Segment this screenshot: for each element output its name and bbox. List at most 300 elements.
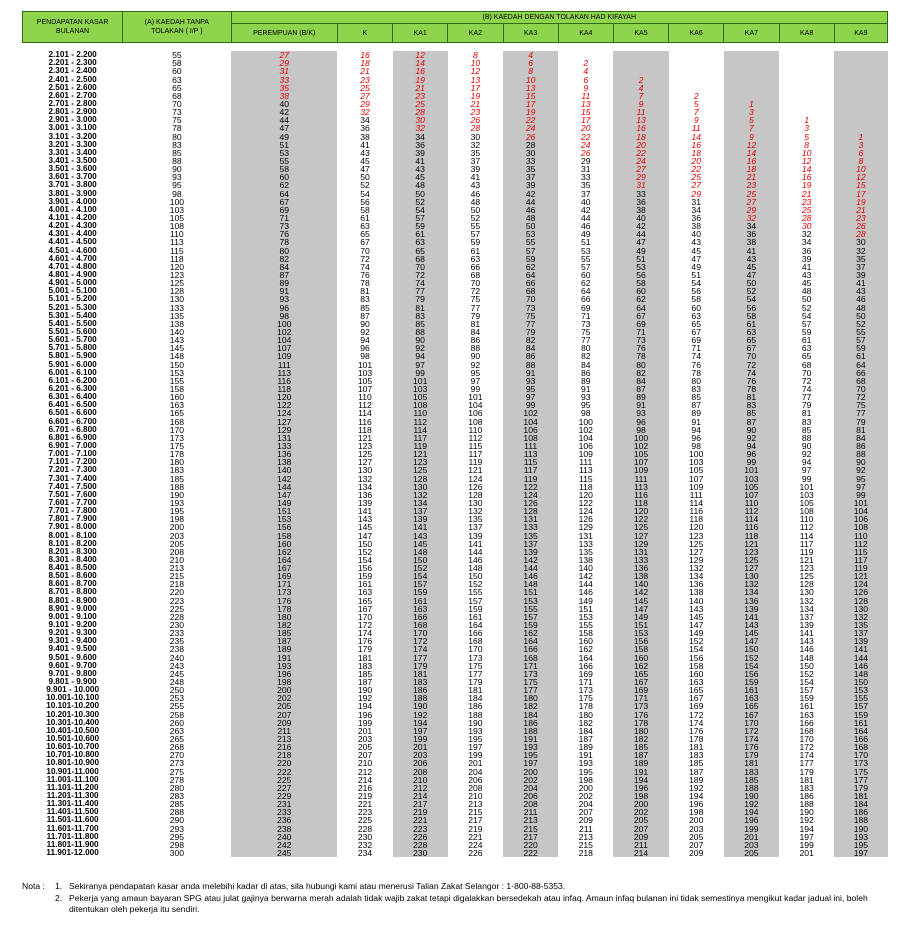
method-b-cell: 215 <box>503 825 558 833</box>
method-b-cell: 182 <box>503 702 558 710</box>
method-b-cell: 96 <box>724 450 779 458</box>
method-b-cell: 178 <box>689 734 704 744</box>
method-b-cell: 77 <box>393 287 448 295</box>
method-b-cell: 178 <box>578 702 593 711</box>
method-b-cell: 187 <box>357 677 373 687</box>
method-b-cell: 99 <box>503 401 558 409</box>
method-b-cell: 70 <box>360 246 370 255</box>
method-b-cell: 1 <box>834 133 887 141</box>
method-b-cell: 126 <box>578 515 593 524</box>
method-b-cell: 43 <box>691 238 701 247</box>
method-a-cell: 155 <box>169 376 185 385</box>
method-b-cell: 193 <box>503 743 558 751</box>
method-b-cell: 55 <box>834 328 887 336</box>
method-b-cell: 62 <box>613 295 668 303</box>
method-b-cell: 221 <box>468 832 483 841</box>
method-b-cell: 64 <box>231 190 337 198</box>
table-row <box>23 564 888 572</box>
table-row <box>23 841 888 849</box>
method-b-cell: 5 <box>724 116 779 124</box>
method-b-cell: 231 <box>231 800 337 808</box>
method-b-cell: 47 <box>231 124 337 132</box>
method-b-cell: 152 <box>689 637 704 646</box>
method-b-cell: 49 <box>581 230 591 239</box>
method-b-cell: 100 <box>231 320 337 328</box>
method-b-cell: 146 <box>799 645 814 654</box>
income-range-cell: 10.201-10.300 <box>46 710 99 719</box>
method-b-cell: 152 <box>393 564 448 572</box>
method-b-cell: 54 <box>724 295 779 303</box>
method-b-cell: 199 <box>799 840 814 849</box>
method-b-cell: 169 <box>613 686 668 694</box>
method-b-cell: 35 <box>231 84 337 92</box>
method-b-cell: 63 <box>393 238 448 246</box>
method-b-cell: 127 <box>357 458 373 467</box>
method-b-cell: 91 <box>231 287 337 295</box>
method-b-cell: 193 <box>834 833 887 841</box>
method-b-cell: 19 <box>470 91 481 100</box>
method-b-cell: 78 <box>613 352 668 360</box>
method-a-cell: 205 <box>169 539 185 548</box>
method-b-cell: 3 <box>834 141 887 149</box>
method-b-cell: 67 <box>360 238 370 247</box>
method-b-cell: 150 <box>393 556 448 564</box>
method-b-cell: 117 <box>468 450 483 459</box>
method-b-cell: 163 <box>799 710 814 719</box>
method-b-cell <box>669 76 724 84</box>
income-range-cell: 11.001-11.100 <box>46 775 99 784</box>
method-b-cell: 128 <box>834 597 887 605</box>
method-b-cell: 28 <box>503 141 558 149</box>
method-b-cell: 163 <box>689 677 704 687</box>
method-a-cell: 290 <box>169 816 185 825</box>
method-b-cell: 210 <box>468 791 483 801</box>
method-b-cell <box>834 76 887 84</box>
table-row <box>23 51 888 59</box>
method-a-cell: 110 <box>170 230 184 239</box>
method-a-cell: 273 <box>169 759 185 768</box>
method-b-cell: 97 <box>801 466 812 475</box>
income-range-cell: 11.801-11.900 <box>46 840 99 849</box>
income-range-cell: 9.601 - 9.700 <box>48 661 97 670</box>
method-b-cell: 11 <box>613 108 668 116</box>
income-range-cell: 9.001 - 9.100 <box>48 612 97 621</box>
method-b-cell: 201 <box>393 743 448 751</box>
method-b-cell: 52 <box>360 181 370 190</box>
method-b-cell: 212 <box>357 767 373 776</box>
method-b-cell: 199 <box>393 735 448 743</box>
method-b-cell: 187 <box>689 767 704 776</box>
method-b-cell: 203 <box>689 824 704 833</box>
method-b-cell: 119 <box>834 564 887 572</box>
method-b-cell: 102 <box>613 442 668 450</box>
method-b-cell: 179 <box>834 784 887 792</box>
method-b-cell: 37 <box>581 189 591 198</box>
method-b-cell: 12 <box>393 51 448 59</box>
method-b-cell: 155 <box>503 605 558 613</box>
method-b-cell: 32 <box>801 230 812 239</box>
method-b-cell: 199 <box>357 718 373 727</box>
method-b-cell: 80 <box>691 376 701 385</box>
method-b-cell: 167 <box>231 564 337 572</box>
method-b-cell: 140 <box>231 466 337 474</box>
method-b-cell: 149 <box>613 613 668 621</box>
method-b-cell: 50 <box>360 173 370 182</box>
income-header-line1: PENDAPATAN KASAR <box>36 19 109 26</box>
table-row <box>23 360 888 368</box>
method-a-cell: 93 <box>172 173 182 182</box>
method-b-cell: 186 <box>503 719 558 727</box>
method-b-cell: 145 <box>357 523 373 532</box>
method-b-cell: 32 <box>360 108 370 117</box>
method-b-cell: 132 <box>834 613 887 621</box>
method-b-cell: 60 <box>691 303 701 312</box>
method-b-cell: 20 <box>613 141 668 149</box>
method-b-cell: 48 <box>801 287 812 296</box>
method-b-cell: 176 <box>231 597 337 605</box>
method-a-cell: 285 <box>169 800 185 809</box>
method-b-cell: 147 <box>689 620 704 630</box>
table-row <box>23 279 888 287</box>
method-b-cell: 139 <box>503 548 558 556</box>
method-b-cell: 131 <box>231 434 337 442</box>
method-b-cell: 105 <box>393 393 448 401</box>
table-row <box>23 295 888 303</box>
income-range-cell: 3.801 - 3.900 <box>48 189 97 198</box>
method-b-cell: 121 <box>393 450 448 458</box>
method-b-cell: 161 <box>834 719 887 727</box>
method-b-cell: 158 <box>578 629 593 638</box>
method-b-cell: 151 <box>613 621 668 629</box>
method-b-cell: 45 <box>724 263 779 271</box>
method-b-cell: 229 <box>231 792 337 800</box>
method-b-cell: 73 <box>581 319 591 328</box>
method-b-cell: 132 <box>724 580 779 588</box>
method-b-cell: 153 <box>231 515 337 523</box>
method-b-cell: 195 <box>834 841 887 849</box>
method-a-cell: 130 <box>169 295 185 304</box>
method-b-cell: 197 <box>799 832 814 841</box>
method-b-cell: 112 <box>834 540 887 548</box>
method-b-cell: 111 <box>503 442 558 450</box>
method-b-cell: 187 <box>231 637 337 645</box>
method-b-cell: 64 <box>581 287 591 296</box>
method-b-cell: 125 <box>799 572 814 581</box>
method-b-cell: 120 <box>613 507 668 515</box>
method-b-cell: 114 <box>393 426 448 434</box>
method-b-cell: 110 <box>799 515 814 524</box>
method-b-cell: 61 <box>360 213 370 223</box>
table-row <box>23 597 888 605</box>
method-b-cell: 165 <box>357 596 373 605</box>
table-row <box>23 572 888 580</box>
method-a-cell: 160 <box>169 393 185 402</box>
method-b-cell: 151 <box>578 604 593 613</box>
method-b-cell: 89 <box>691 409 701 418</box>
method-b-cell: 57 <box>834 336 887 344</box>
method-b-cell: 213 <box>468 800 483 809</box>
method-a-cell: 90 <box>172 165 182 174</box>
method-b-cell: 202 <box>578 791 593 801</box>
method-a-cell: 63 <box>172 75 182 84</box>
method-b-cell: 138 <box>689 588 704 597</box>
method-b-cell: 230 <box>393 849 448 857</box>
method-b-cell: 45 <box>393 173 448 181</box>
income-range-cell: 11.601-11.700 <box>46 824 99 833</box>
method-a-cell: 163 <box>169 401 185 410</box>
method-b-cell: 150 <box>357 539 373 548</box>
table-row <box>23 800 888 808</box>
method-b-cell: 170 <box>724 719 779 727</box>
income-range-cell: 3.401 - 3.500 <box>48 156 97 166</box>
method-b-cell: 50 <box>834 312 887 320</box>
method-b-cell: 89 <box>231 279 337 287</box>
method-a-cell: 173 <box>169 433 185 442</box>
method-b-cell: 148 <box>799 653 814 662</box>
method-b-cell: 156 <box>231 523 337 531</box>
method-b-cell: 118 <box>689 515 704 524</box>
method-b-cell: 147 <box>613 605 668 613</box>
income-range-cell: 5.801 - 5.900 <box>48 352 97 361</box>
method-b-cell: 118 <box>578 482 593 491</box>
method-b-cell: 210 <box>357 759 373 768</box>
method-b-cell: 43 <box>360 148 370 157</box>
method-b-cell: 57 <box>581 262 591 271</box>
method-b-cell: 164 <box>834 727 887 735</box>
income-range-cell: 8.601 - 8.700 <box>48 580 97 589</box>
income-range-cell: 6.001 - 6.100 <box>48 368 97 377</box>
method-b-cell: 67 <box>724 344 779 352</box>
method-b-cell: 136 <box>724 597 779 605</box>
method-b-cell: 122 <box>613 515 668 523</box>
method-b-cell: 159 <box>503 621 558 629</box>
method-b-cell: 205 <box>613 816 668 824</box>
method-b-cell: 16 <box>360 51 370 60</box>
method-b-cell: 171 <box>613 694 668 702</box>
method-b-cell: 39 <box>470 165 481 174</box>
income-range-cell: 5.201 - 5.300 <box>48 303 97 312</box>
method-b-cell: 83 <box>691 384 701 394</box>
method-b-cell: 13 <box>581 99 591 109</box>
method-a-cell: 145 <box>169 344 185 353</box>
method-b-cell: 2 <box>613 76 668 84</box>
method-b-cell: 59 <box>393 222 448 230</box>
method-b-cell: 82 <box>581 352 591 361</box>
method-b-cell: 84 <box>581 360 591 369</box>
table-row <box>23 312 888 320</box>
method-b-cell: 137 <box>468 523 483 532</box>
method-b-cell: 221 <box>393 816 448 824</box>
method-b-cell: 72 <box>801 376 812 385</box>
method-b-cell: 45 <box>360 156 370 166</box>
method-a-cell: 175 <box>169 441 185 451</box>
method-b-cell: 160 <box>231 540 337 548</box>
table-row <box>23 825 888 833</box>
method-b-cell: 68 <box>801 360 812 369</box>
method-b-cell <box>834 92 887 100</box>
table-row <box>23 393 888 401</box>
income-range-cell: 7.801 - 7.900 <box>48 515 97 524</box>
method-b-cell: 77 <box>470 303 481 312</box>
method-a-cell: 268 <box>169 743 185 752</box>
method-b-cell: 184 <box>834 800 887 808</box>
note-1-number: 1. <box>55 881 63 891</box>
method-b-cell: 120 <box>689 523 704 532</box>
method-a-cell: 260 <box>169 718 185 727</box>
method-a-cell: 178 <box>169 450 185 459</box>
method-b-cell: 25 <box>801 205 812 214</box>
method-b-cell: 4 <box>503 51 558 59</box>
method-b-cell: 6 <box>583 75 589 84</box>
method-b-cell: 172 <box>393 637 448 645</box>
method-a-cell: 230 <box>169 620 185 630</box>
method-b-cell: 37 <box>503 173 558 181</box>
method-b-cell: 129 <box>231 426 337 434</box>
method-b-cell: 190 <box>393 702 448 710</box>
method-b-cell: 57 <box>393 214 448 222</box>
method-b-cell: 53 <box>613 263 668 271</box>
method-b-cell: 88 <box>470 344 481 353</box>
method-b-cell: 12 <box>470 67 481 76</box>
table-row <box>23 621 888 629</box>
column-header-ka8: KA8 <box>779 24 834 43</box>
method-b-cell: 52 <box>801 303 812 312</box>
method-b-cell: 23 <box>724 181 779 189</box>
method-b-cell: 111 <box>689 490 703 499</box>
method-b-cell: 50 <box>470 205 481 214</box>
method-b-cell: 156 <box>357 564 373 573</box>
method-b-cell: 103 <box>799 490 814 499</box>
table-row <box>23 613 888 621</box>
method-b-cell: 166 <box>393 613 448 621</box>
method-b-cell: 22 <box>613 149 668 157</box>
income-range-cell: 9.801 - 9.900 <box>48 677 97 687</box>
method-b-cell: 217 <box>503 833 558 841</box>
method-b-cell: 44 <box>613 230 668 238</box>
income-range-cell: 10.501-10.600 <box>46 734 99 744</box>
method-b-cell: 22 <box>503 116 558 124</box>
method-b-cell: 103 <box>357 368 373 377</box>
method-b-cell: 112 <box>468 433 483 442</box>
method-b-cell: 83 <box>801 417 812 426</box>
income-range-cell: 11.401-11.500 <box>46 808 99 817</box>
method-b-cell: 93 <box>503 377 558 385</box>
method-b-cell: 151 <box>503 588 558 596</box>
method-b-cell: 92 <box>393 344 448 352</box>
method-b-cell: 179 <box>799 767 814 776</box>
method-b-cell: 101 <box>724 466 779 474</box>
method-b-cell: 219 <box>468 824 483 833</box>
method-b-cell: 201 <box>357 726 373 735</box>
method-b-cell: 132 <box>393 491 448 499</box>
method-a-cell: 225 <box>169 604 185 613</box>
method-b-cell: 118 <box>358 425 372 434</box>
method-b-cell: 192 <box>689 783 704 792</box>
method-b-cell: 95 <box>581 401 591 410</box>
method-b-cell: 76 <box>724 377 779 385</box>
table-row <box>23 849 888 857</box>
table-row <box>23 149 888 157</box>
method-b-cell: 183 <box>799 783 814 792</box>
method-b-cell: 163 <box>357 588 373 597</box>
method-b-cell: 40 <box>231 100 337 108</box>
method-b-cell: 197 <box>834 849 887 857</box>
method-b-cell: 117 <box>503 466 558 474</box>
method-a-header-line1: (A) KAEDAH TANPA <box>144 19 209 26</box>
method-b-cell: 215 <box>578 840 593 849</box>
method-b-cell: 141 <box>834 645 887 653</box>
income-range-cell: 9.401 - 9.500 <box>48 645 97 654</box>
method-b-cell: 154 <box>393 572 448 580</box>
method-b-cell: 108 <box>799 507 814 516</box>
method-a-cell: 98 <box>172 189 182 198</box>
method-b-cell: 151 <box>231 507 337 515</box>
method-b-cell: 38 <box>691 222 701 231</box>
method-b-cell: 77 <box>581 336 591 345</box>
method-b-cell: 168 <box>393 621 448 629</box>
method-b-cell: 14 <box>801 165 812 174</box>
method-b-cell: 195 <box>578 767 593 776</box>
method-b-cell: 96 <box>231 304 337 312</box>
method-b-cell: 217 <box>393 800 448 808</box>
method-b-cell: 166 <box>834 735 887 743</box>
method-b-cell: 7 <box>613 92 668 100</box>
method-b-cell: 74 <box>801 384 812 394</box>
method-b-cell: 205 <box>357 743 373 752</box>
method-b-cell: 181 <box>799 775 814 784</box>
method-b-cell: 17 <box>470 83 481 92</box>
method-b-cell: 37 <box>834 263 887 271</box>
method-b-cell: 207 <box>689 840 704 849</box>
method-b-cell: 123 <box>689 531 704 540</box>
method-b-cell: 203 <box>393 751 448 759</box>
method-b-cell: 153 <box>503 597 558 605</box>
method-b-cell: 96 <box>691 433 701 442</box>
method-b-cell: 55 <box>470 222 481 231</box>
method-b-cell: 154 <box>799 677 814 687</box>
method-b-cell: 192 <box>357 694 373 703</box>
method-b-cell: 226 <box>393 833 448 841</box>
method-b-cell: 99 <box>801 474 812 483</box>
method-b-cell: 20 <box>691 156 701 166</box>
method-b-cell: 145 <box>724 629 779 637</box>
method-b-cell: 176 <box>724 743 779 751</box>
method-b-cell: 41 <box>801 262 812 271</box>
method-b-cell: 93 <box>581 393 591 402</box>
income-range-cell: 3.001 - 3.100 <box>48 124 97 133</box>
method-b-cell: 57 <box>470 230 481 239</box>
method-b-cell: 52 <box>834 320 887 328</box>
method-b-cell: 54 <box>801 311 812 320</box>
method-b-cell: 146 <box>578 588 593 597</box>
method-b-cell: 142 <box>613 588 668 596</box>
method-b-cell: 182 <box>613 735 668 743</box>
method-b-cell: 17 <box>503 100 558 108</box>
method-b-cell: 206 <box>468 775 483 784</box>
method-b-cell: 124 <box>578 507 593 516</box>
method-b-cell: 169 <box>578 669 593 678</box>
method-b-cell: 217 <box>468 816 483 825</box>
table-row <box>23 352 888 360</box>
method-b-cell: 178 <box>613 719 668 727</box>
method-b-cell: 72 <box>834 393 887 401</box>
method-a-cell: 228 <box>169 612 185 621</box>
method-b-cell: 200 <box>613 800 668 808</box>
table-row <box>23 499 888 507</box>
method-b-cell: 167 <box>689 694 704 703</box>
method-b-cell: 5 <box>804 132 809 141</box>
method-a-cell: 208 <box>169 547 185 556</box>
